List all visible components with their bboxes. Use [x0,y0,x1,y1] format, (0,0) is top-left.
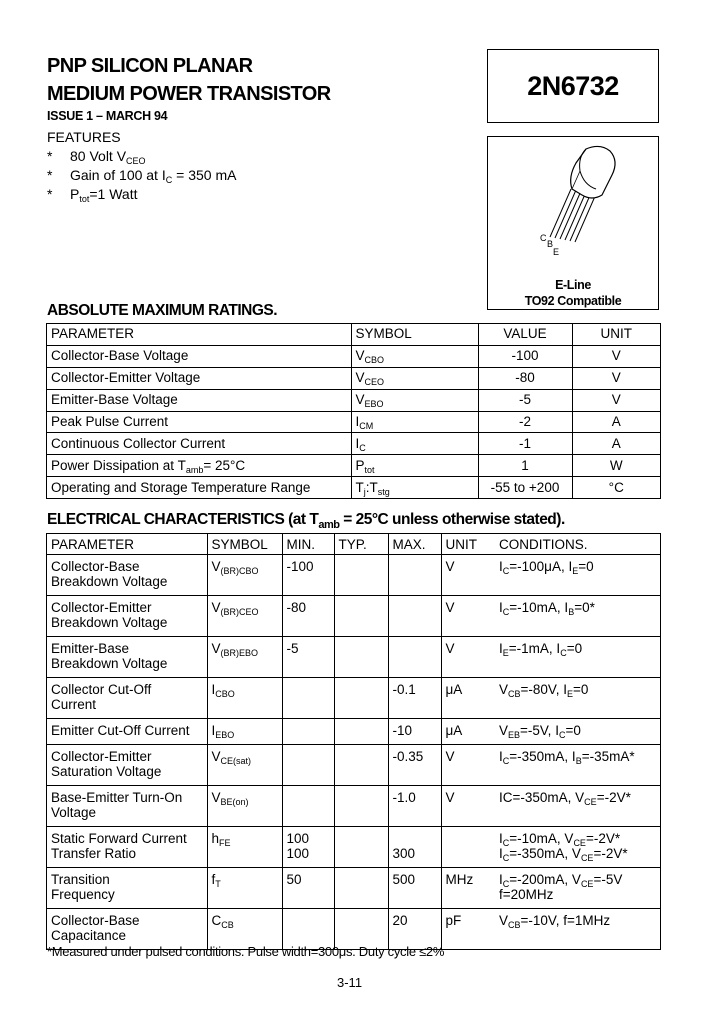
subscript: B [568,607,575,617]
amr-value: -5 [478,389,572,411]
amr-table [47,324,660,498]
subscript: EB [508,730,521,740]
ec-col-header: SYMBOL [207,534,282,555]
package-name: E-Line [555,278,591,292]
ec-min [282,678,334,719]
amr-row [47,411,660,433]
subscript: C [560,648,567,658]
amr-col-header: VALUE [478,324,572,345]
amr-symbol: $I_{CM}$ [351,411,478,433]
ec-conditions [495,786,660,827]
ec-typ [334,827,388,868]
ec-min: -5 [282,637,334,678]
ec-col-header: UNIT [441,534,495,555]
subscript: C [359,442,366,453]
amr-parameter: Operating and Storage Temperature Range [47,477,351,498]
pin-label-b: B [547,239,554,249]
features-heading: FEATURES [47,129,121,145]
ec-heading-post: = 25°C unless otherwise stated). [339,511,565,528]
subscript: CE [580,853,594,863]
condition-line: $V_{CB}=-10V$, f=1MHz [499,913,611,930]
subscript: T [215,879,221,889]
subscript: BE(on) [220,797,249,807]
amr-value: -80 [478,367,572,389]
feature-text: Gain of 100 at $I_C = 350$ mA [70,167,237,185]
ec-typ [334,637,388,678]
subscript: C [502,607,510,617]
ec-symbol: $V_{(BR)EBO}$ [207,637,282,678]
ec-max [388,596,441,637]
subscript: stg [377,486,390,497]
subscript: (BR)CBO [220,566,259,576]
ec-symbol: $I_{EBO}$ [207,719,282,745]
ec-symbol: $V_{CE(sat)}$ [207,745,282,786]
footnote: *Measured under pulsed conditions. Pulse width=300μs. Duty cycle ≤2% [47,944,445,959]
ec-max: 500 [388,868,441,909]
ec-row [47,868,660,909]
subscript: C [502,853,510,863]
transistor-package-icon [488,137,658,272]
subscript: E [566,689,573,699]
condition-line: IC=-350mA, $V_{CE}=-2V*$ [499,790,631,807]
condition-line: $I_C=-350mA$, $V_{CE}=-2V*$ [499,846,628,863]
amr-header-row [47,324,660,345]
ec-parameter: Collector-Base Breakdown Voltage [47,555,207,596]
amr-unit: W [572,455,660,477]
amr-symbol: $V_{CBO}$ [351,345,478,367]
subscript: tot [79,194,90,204]
subscript: FE [219,838,231,848]
condition-line: $I_E=-1mA$, $I_C=0$ [499,641,583,658]
ec-col-header: PARAMETER [51,536,135,552]
subscript: C [558,730,566,740]
subscript: CBO [364,355,385,366]
ec-parameter: Static Forward Current Transfer Ratio [47,827,207,868]
ec-col-header: CONDITIONS. [499,536,588,552]
ec-row [47,719,660,745]
amr-unit: V [572,345,660,367]
features-list [47,147,447,204]
ec-min [282,909,334,950]
amr-unit: V [572,367,660,389]
ec-typ [334,678,388,719]
amr-value: -100 [478,345,572,367]
ec-col-header: TYP. [334,534,388,555]
ec-symbol: $V_{(BR)CEO}$ [207,596,282,637]
condition-line: f=20MHz [499,887,554,902]
ec-max: -0.35 [388,745,441,786]
condition-line: $V_{CB}=-80V$, $I_E=0$ [499,682,589,699]
subscript: CEO [126,156,146,166]
ec-min [282,786,334,827]
ec-row [47,786,660,827]
ec-max [388,637,441,678]
ec-heading [47,511,565,529]
ec-conditions [495,637,660,678]
amr-col-header: UNIT [572,324,660,345]
condition-line: $I_C=-10mA$, $V_{CE}=-2V*$ [499,831,621,848]
pin-label-e: E [553,247,560,257]
amr-parameter: Peak Pulse Current [47,411,351,433]
ec-unit: V [441,786,495,827]
ec-parameter: Emitter Cut-Off Current [47,719,207,745]
ec-typ [334,555,388,596]
ec-parameter: Emitter-Base Breakdown Voltage [47,637,207,678]
subscript: C [502,879,510,889]
part-number-box [487,49,659,123]
ec-min [282,719,334,745]
ec-conditions [495,719,660,745]
subscript: B [575,756,582,766]
condition-line: $V_{EB}=-5V$, $I_C=0$ [499,723,581,740]
amr-symbol: $I_C$ [351,433,478,455]
ec-symbol: $h_{FE}$ [207,827,282,868]
ec-header-row [47,534,660,555]
part-number: 2N6732 [527,70,619,101]
ec-typ [334,719,388,745]
condition-line: $I_C=-200mA$, $V_{CE}=-5V$ [499,872,623,889]
ec-unit: pF [441,909,495,950]
pin-label-c: C [540,233,547,243]
ec-parameter: Collector-Base Capacitance [47,909,207,950]
feature-text: $P_{tot}=1$ Watt [70,186,138,204]
amr-symbol: $V_{EBO}$ [351,389,478,411]
amr-symbol: $T_j:T_{stg}$ [351,477,478,498]
subscript: E [572,566,579,576]
subscript: CBO [215,689,235,699]
ec-row [47,745,660,786]
ec-max: -1.0 [388,786,441,827]
ec-row [47,678,660,719]
subscript: E [502,648,509,658]
subscript: CE(sat) [220,756,252,766]
amr-row [47,477,660,498]
amr-unit: V [572,389,660,411]
ec-parameter: Base-Emitter Turn-On Voltage [47,786,207,827]
ec-parameter: Collector Cut-Off Current [47,678,207,719]
ec-heading-sub: amb [318,519,340,531]
ec-unit: V [441,745,495,786]
amr-row [47,389,660,411]
ec-symbol: $f_T$ [207,868,282,909]
ec-typ [334,909,388,950]
ec-symbol: $V_{(BR)CBO}$ [207,555,282,596]
feature-bullet: * [47,167,53,183]
ec-typ [334,596,388,637]
ec-col-header: MAX. [388,534,441,555]
subscript: CE [573,838,586,848]
ec-unit: V [441,637,495,678]
amr-parameter: Emitter-Base Voltage [47,389,351,411]
issue-line: ISSUE 1 – MARCH 94 [47,109,168,123]
subscript: CB [221,920,234,930]
subscript: (BR)CEO [220,607,259,617]
amr-value: -55 to +200 [478,477,572,498]
ec-parameter: Collector-Emitter Breakdown Voltage [47,596,207,637]
feature-text: 80 Volt $V_{CEO}$ [70,148,146,166]
amr-parameter: Collector-Emitter Voltage [47,367,351,389]
ec-heading-pre: ELECTRICAL CHARACTERISTICS (at T [47,511,319,528]
ec-min: -80 [282,596,334,637]
ec-max: 20 [388,909,441,950]
ec-typ [334,786,388,827]
ec-parameter: Collector-Emitter Saturation Voltage [47,745,207,786]
ec-unit: V [441,596,495,637]
subscript: C [502,838,510,848]
ec-max: -0.1 [388,678,441,719]
ec-conditions [495,555,660,596]
ec-row [47,555,660,596]
ec-min: 50 [282,868,334,909]
feature-item [47,166,447,185]
subscript: CM [359,421,374,431]
condition-line: $I_C=-10mA$, $I_B=0*$ [499,600,595,617]
amr-value: -2 [478,411,572,433]
condition-line: $I_C=-350mA$, $I_B=-35mA*$ [499,749,635,766]
amr-parameter: Collector-Base Voltage [47,345,351,367]
package-box [487,136,659,310]
subscript: EBO [364,399,384,410]
subscript: C [502,566,510,576]
subscript: C [502,756,510,766]
feature-item [47,147,447,166]
amr-parameter: Continuous Collector Current [47,433,351,455]
amr-parameter: Power Dissipation at $T_{amb}= 25^\circ C$ [47,455,351,477]
subscript: j [363,486,366,497]
subscript: C [165,175,173,185]
amr-table-frame [46,323,661,499]
ec-parameter: Transition Frequency [47,868,207,909]
ec-min: 100 100 [282,827,334,868]
ec-unit: μA [441,719,495,745]
ec-min: -100 [282,555,334,596]
amr-unit: °C [572,477,660,498]
amr-value: -1 [478,433,572,455]
amr-heading: ABSOLUTE MAXIMUM RATINGS. [47,302,278,319]
subscript: CE [580,879,594,889]
condition-line: $I_C=-100\mu A$, $I_E=0$ [499,559,594,576]
ec-row [47,827,660,868]
ec-conditions [495,909,660,950]
feature-bullet: * [47,186,53,202]
amr-unit: A [572,433,660,455]
ec-row [47,909,660,950]
ec-unit: V [441,555,495,596]
amr-symbol: $P_{tot}$ [351,455,478,477]
ec-unit [441,827,495,868]
ec-row [47,596,660,637]
ec-table-frame [46,533,661,950]
ec-col-header: MIN. [282,534,334,555]
ec-min [282,745,334,786]
ec-table [47,534,660,949]
subscript: CE [584,797,597,807]
amr-unit: A [572,411,660,433]
ec-row [47,637,660,678]
title-line-1: PNP SILICON PLANAR [47,55,253,77]
ec-symbol: $C_{CB}$ [207,909,282,950]
title-line-2: MEDIUM POWER TRANSISTOR [47,83,331,105]
amr-value: 1 [478,455,572,477]
subscript: EBO [215,730,235,740]
ec-conditions [495,596,660,637]
subscript: (BR)EBO [220,648,259,658]
feature-bullet: * [47,148,53,164]
amr-row [47,455,660,477]
subscript: amb [185,464,204,475]
amr-col-header: PARAMETER [51,326,135,342]
ec-conditions [495,678,660,719]
amr-col-header: SYMBOL [351,324,478,345]
amr-symbol: $V_{CEO}$ [351,367,478,389]
subscript: CB [508,689,521,699]
ec-max [388,555,441,596]
ec-conditions [495,827,660,868]
ec-conditions [495,868,660,909]
ec-symbol: $V_{BE(on)}$ [207,786,282,827]
subscript: CB [508,920,521,930]
amr-row [47,433,660,455]
subscript: tot [364,464,375,475]
ec-typ [334,745,388,786]
amr-row [47,367,660,389]
ec-conditions [495,745,660,786]
ec-unit: μA [441,678,495,719]
subscript: CEO [364,377,385,388]
ec-max: -10 [388,719,441,745]
ec-typ [334,868,388,909]
ec-unit: MHz [441,868,495,909]
package-compat: TO92 Compatible [524,294,622,308]
ec-max: 300 [388,827,441,868]
amr-row [47,345,660,367]
ec-symbol: $I_{CBO}$ [207,678,282,719]
page-number: 3-11 [337,975,363,990]
feature-item [47,185,447,204]
